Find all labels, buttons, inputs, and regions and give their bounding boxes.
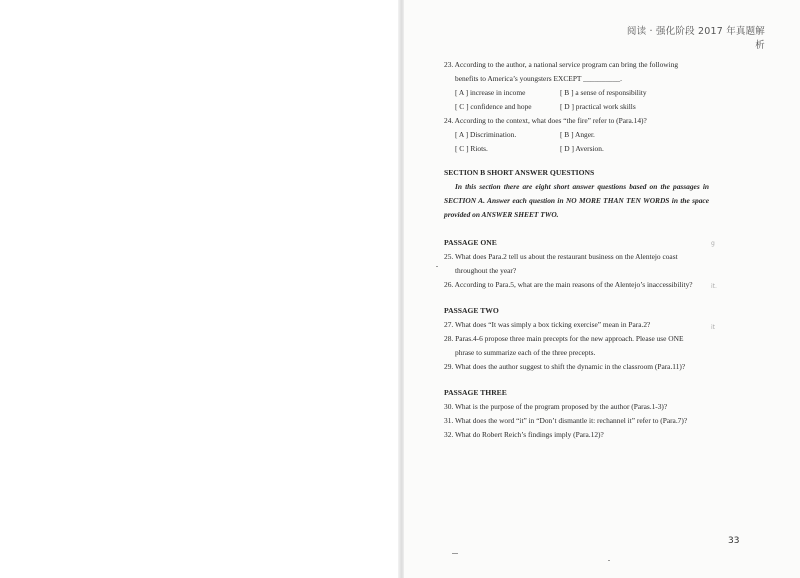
option-23-c: [ C ] confidence and hope (455, 102, 532, 111)
question-30-text: 30. What is the purpose of the program proposed by the author (Paras.1-3)? (444, 402, 668, 411)
option-24-d: [ D ] Aversion. (560, 144, 604, 153)
margin-mark-1: g (711, 240, 715, 247)
question-32 (444, 428, 709, 442)
scan-speck (608, 560, 610, 561)
scan-speck (452, 553, 458, 554)
question-30 (444, 400, 709, 414)
question-25 (444, 250, 709, 278)
question-23-options-row-2 (444, 100, 709, 114)
page-content (444, 58, 709, 442)
question-28-text: 28. Paras.4-6 propose three main precepts for the new approach. Please use ONE (444, 334, 684, 343)
question-25-continuation: throughout the year? (455, 266, 517, 275)
question-29 (444, 360, 709, 374)
section-b-instruction: In this section there are eight short answer questions based on the passages in SECTION A. Answer each question in NO MORE THAN TEN WORDS in the space provided on ANSWER SHEET TWO. (444, 182, 709, 219)
question-24-text: 24. According to the context, what does “the fire” refer to (Para.14)? (444, 116, 647, 125)
scan-speck (436, 266, 438, 267)
question-26 (444, 278, 709, 292)
margin-mark-3: it (711, 324, 716, 331)
passage-two-title: PASSAGE TWO (444, 306, 499, 315)
option-24-c: [ C ] Riots. (455, 144, 488, 153)
option-24-a: [ A ] Discrimination. (455, 130, 517, 139)
question-31 (444, 414, 709, 428)
question-32-text: 32. What do Robert Reich’s findings imply (Para.12)? (444, 430, 604, 439)
question-23-text: 23. According to the author, a national service program can bring the following (444, 60, 679, 69)
option-23-a: [ A ] increase in income (455, 88, 526, 97)
page-number: 33 (728, 536, 740, 546)
question-27 (444, 318, 709, 332)
question-23-continuation: benefits to America’s youngsters EXCEPT __________. (455, 74, 622, 83)
question-28-continuation: phrase to summarize each of the three precepts. (455, 348, 596, 357)
passage-one-title: PASSAGE ONE (444, 238, 497, 247)
question-24-options-row-2 (444, 142, 709, 156)
question-25-text: 25. What does Para.2 tell us about the restaurant business on the Alentejo coast (444, 252, 678, 261)
option-23-d: [ D ] practical work skills (560, 102, 636, 111)
option-24-b: [ B ] Anger. (560, 130, 595, 139)
question-28 (444, 332, 709, 360)
question-29-text: 29. What does the author suggest to shift the dynamic in the classroom (Para.11)? (444, 362, 686, 371)
option-23-b: [ B ] a sense of responsibility (560, 88, 647, 97)
question-24-options-row-1 (444, 128, 709, 142)
question-27-text: 27. What does “It was simply a box ticking exercise” mean in Para.2? (444, 320, 651, 329)
question-24 (444, 114, 709, 128)
passage-three-title: PASSAGE THREE (444, 388, 507, 397)
question-23 (444, 58, 709, 86)
running-header: 阅读 · 强化阶段 2017 年真题解析 (626, 26, 765, 51)
question-31-text: 31. What does the word “it” in “Don’t dismantle it: rechannel it” refer to (Para.7)? (444, 416, 688, 425)
section-b-title: SECTION B SHORT ANSWER QUESTIONS (444, 168, 595, 177)
margin-mark-2: it. (711, 283, 717, 290)
question-23-options-row-1 (444, 86, 709, 100)
question-26-text: 26. According to Para.5, what are the main reasons of the Alentejo’s inaccessibility? (444, 280, 693, 289)
